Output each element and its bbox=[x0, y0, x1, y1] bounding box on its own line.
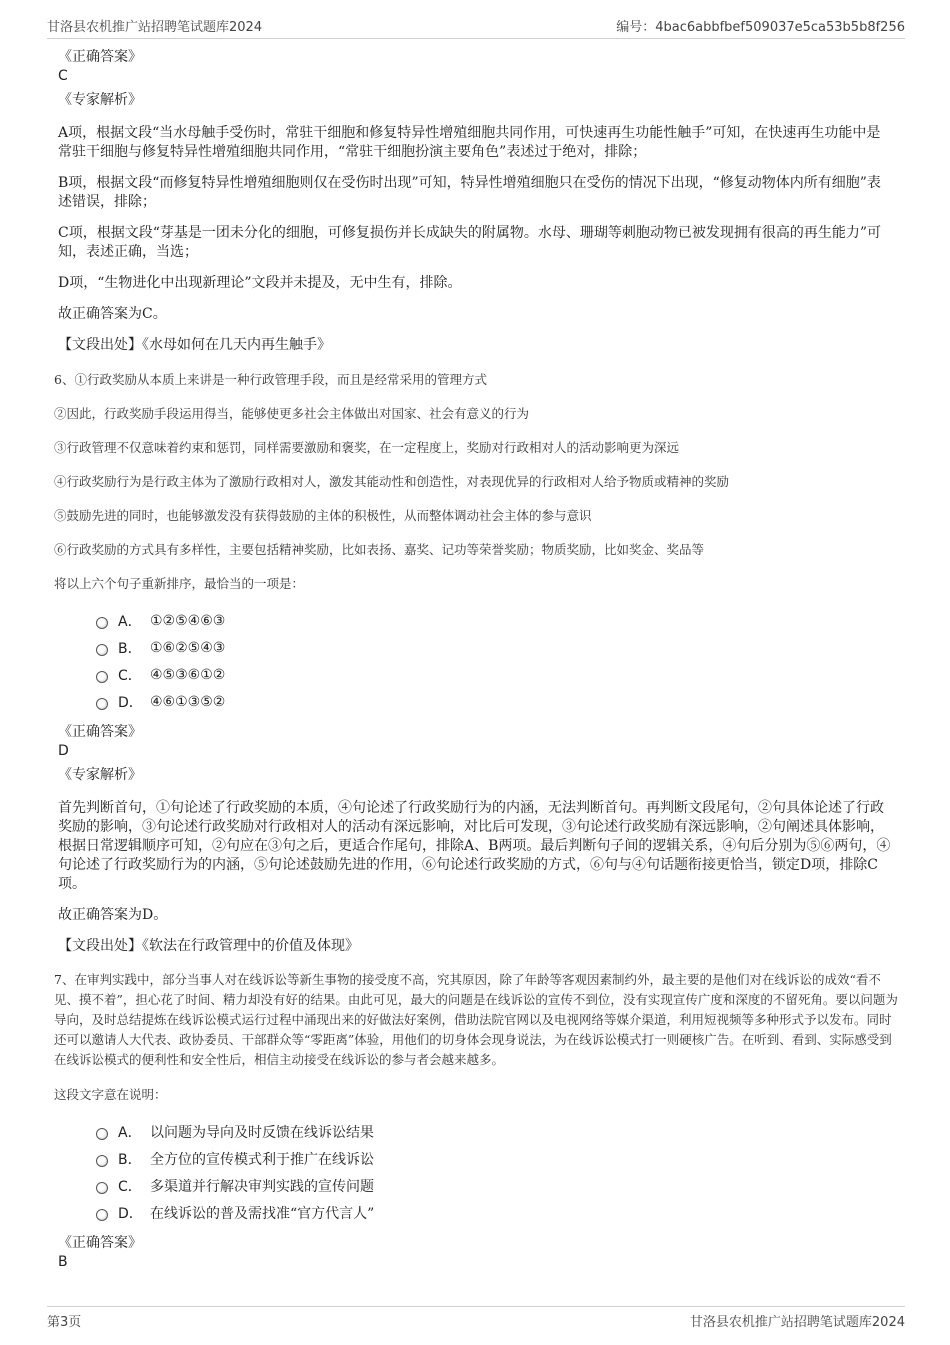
page-number: 第3页 bbox=[47, 1315, 82, 1330]
option-text: ④⑤③⑥①② bbox=[150, 666, 226, 683]
analysis-heading: 《专家解析》 bbox=[58, 767, 142, 783]
footer-title: 甘洛县农机推广站招聘笔试题库2024 bbox=[689, 1315, 905, 1330]
page-header bbox=[47, 12, 905, 39]
option-text: 以问题为导向及时反馈在线诉讼结果 bbox=[150, 1124, 374, 1141]
header-doc-id: 编号：4bac6abbfbef509037e5ca53b5b8f256 bbox=[616, 20, 905, 35]
option-text: ④⑥①③⑤② bbox=[150, 693, 226, 710]
question-sentence: ④行政奖励行为是行政主体为了激励行政相对人，激发其能动性和创造性，对表现优异的行政相对人给予物质或精神的奖励 bbox=[54, 474, 730, 489]
option-d[interactable] bbox=[96, 688, 902, 715]
radio-icon[interactable] bbox=[96, 1155, 108, 1167]
source-citation: 【文段出处】《水母如何在几天内再生触手》 bbox=[58, 337, 331, 353]
question-prompt: 将以上六个句子重新排序，最恰当的一项是： bbox=[54, 576, 305, 591]
option-letter: C． bbox=[118, 1178, 142, 1195]
option-letter: C． bbox=[118, 667, 142, 684]
option-letter: B． bbox=[118, 1151, 142, 1168]
radio-icon[interactable] bbox=[96, 1182, 108, 1194]
question-passage: 7、在审判实践中，部分当事人对在线诉讼等新生事物的接受度不高，究其原因，除了年龄等客观因素制约外，最主要的是他们对在线诉讼的成效“看不见、摸不着”，担心花了时间、精力却没有好的结果。由此可见，最大的问题是在线诉讼的宣传不到位，没有实现宣传广度和深度的不留死角。要以问题为导向，及时总结提炼在线诉讼模式运行过程中涌现出来的好做法好案例，借助法院官网以及电视网络等媒介渠道，利用短视频等多种形式予以发布。同时还可以邀请人大代表、政协委员、干部群众等“零距离”体验，用他们的切身体会现身说法，为在线诉讼模式打一则硬核广告。在听到、看到、实际感受到在线诉讼模式的便利性和安全性后，相信主动接受在线诉讼的参与者会越来越多。 bbox=[54, 972, 898, 1067]
options-list bbox=[96, 607, 902, 715]
radio-icon[interactable] bbox=[96, 1209, 108, 1221]
page-content bbox=[54, 48, 902, 1275]
option-d[interactable] bbox=[96, 1199, 902, 1226]
analysis-conclusion: 故正确答案为D。 bbox=[58, 907, 168, 923]
answer-value: B bbox=[58, 1254, 68, 1270]
option-letter: B． bbox=[118, 640, 142, 657]
answer-heading: 《正确答案》 bbox=[58, 49, 142, 65]
option-text: 多渠道并行解决审判实践的宣传问题 bbox=[150, 1178, 374, 1195]
analysis-paragraph: 首先判断首句，①句论述了行政奖励的本质，④句论述了行政奖励行为的内涵，无法判断首句。再判断文段尾句，②句具体论述了行政奖励的影响，③句论述行政奖励对行政相对人的活动有深远影响，对比后可发现，③句论述行政奖励有深远影响，②句阐述具体影响，根据日常逻辑顺序可知，②句应在③句之后，更适合作尾句，排除A、B两项。最后判断句子间的逻辑关系，④句后分别为⑤⑥两句，④句论述了行政奖励行为的内涵，⑤句论述鼓励先进的作用，⑥句论述行政奖励的方式，⑥句与④句话题衔接更恰当，锁定D项，排除C项。 bbox=[58, 800, 891, 892]
analysis-paragraph: D项，“生物进化中出现新理论”文段并未提及，无中生有，排除。 bbox=[58, 275, 462, 291]
option-letter: D． bbox=[118, 694, 143, 711]
header-title: 甘洛县农机推广站招聘笔试题库2024 bbox=[47, 20, 263, 35]
analysis-paragraph: C项，根据文段“芽基是一团未分化的细胞，可修复损伤并长成缺失的附属物。水母、珊瑚等刺胞动物已被发现拥有很高的再生能力”可知，表述正确，当选； bbox=[58, 225, 882, 260]
radio-icon[interactable] bbox=[96, 698, 108, 710]
answer-value: C bbox=[58, 68, 68, 84]
options-list bbox=[96, 1118, 902, 1226]
option-letter: A． bbox=[118, 613, 142, 630]
radio-icon[interactable] bbox=[96, 617, 108, 629]
option-text: 全方位的宣传模式利于推广在线诉讼 bbox=[150, 1151, 374, 1168]
radio-icon[interactable] bbox=[96, 671, 108, 683]
option-a[interactable] bbox=[96, 1118, 902, 1145]
option-b[interactable] bbox=[96, 634, 902, 661]
option-text: ①②⑤④⑥③ bbox=[150, 612, 226, 629]
source-citation: 【文段出处】《软法在行政管理中的价值及体现》 bbox=[58, 938, 359, 954]
analysis-paragraph: B项，根据文段“而修复特异性增殖细胞则仅在受伤时出现”可知，特异性增殖细胞只在受伤的情况下出现，“修复动物体内所有细胞”表述错误，排除； bbox=[58, 175, 881, 210]
option-b[interactable] bbox=[96, 1145, 902, 1172]
analysis-heading: 《专家解析》 bbox=[58, 92, 142, 108]
option-c[interactable] bbox=[96, 661, 902, 688]
analysis-paragraph: A项，根据文段“当水母触手受伤时，常驻干细胞和修复特异性增殖细胞共同作用，可快速再生功能性触手”可知，在快速再生功能中是常驻干细胞与修复特异性增殖细胞共同作用，“常驻干细胞扮演主要角色”表述过于绝对，排除； bbox=[58, 125, 881, 160]
option-a[interactable] bbox=[96, 607, 902, 634]
option-text: ①⑥②⑤④③ bbox=[150, 639, 226, 656]
question-sentence: 6、①行政奖励从本质上来讲是一种行政管理手段，而且是经常采用的管理方式 bbox=[54, 372, 487, 387]
analysis-conclusion: 故正确答案为C。 bbox=[58, 306, 167, 322]
radio-icon[interactable] bbox=[96, 644, 108, 656]
answer-heading: 《正确答案》 bbox=[58, 724, 142, 740]
question-sentence: ②因此，行政奖励手段运用得当，能够使更多社会主体做出对国家、社会有意义的行为 bbox=[54, 406, 530, 421]
answer-value: D bbox=[58, 743, 69, 759]
question-prompt: 这段文字意在说明： bbox=[54, 1087, 167, 1102]
page-footer bbox=[47, 1306, 905, 1331]
answer-heading: 《正确答案》 bbox=[58, 1235, 142, 1251]
option-letter: D． bbox=[118, 1205, 143, 1222]
question-sentence: ⑤鼓励先进的同时，也能够激发没有获得鼓励的主体的积极性，从而整体调动社会主体的参与意识 bbox=[54, 508, 592, 523]
option-text: 在线诉讼的普及需找准“官方代言人” bbox=[150, 1205, 375, 1222]
option-c[interactable] bbox=[96, 1172, 902, 1199]
radio-icon[interactable] bbox=[96, 1128, 108, 1140]
question-sentence: ⑥行政奖励的方式具有多样性，主要包括精神奖励，比如表扬、嘉奖、记功等荣誉奖励；物质奖励，比如奖金、奖品等 bbox=[54, 542, 705, 557]
option-letter: A． bbox=[118, 1124, 142, 1141]
question-sentence: ③行政管理不仅意味着约束和惩罚，同样需要激励和褒奖，在一定程度上，奖励对行政相对人的活动影响更为深远 bbox=[54, 440, 680, 455]
